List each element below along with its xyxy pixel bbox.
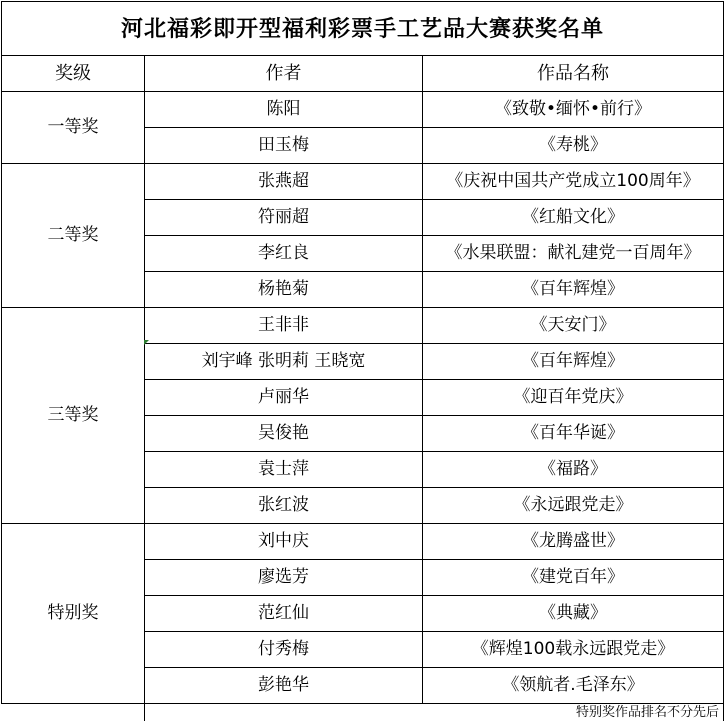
work-title-cell: 《寿桃》 — [423, 128, 724, 164]
award-level-cell: 三等奖 — [2, 308, 145, 524]
work-title-cell: 《红船文化》 — [423, 200, 724, 236]
header-author: 作者 — [145, 56, 423, 92]
author-cell: 刘宇峰 张明莉 王晓宽 — [145, 344, 423, 380]
work-title-cell: 《百年辉煌》 — [423, 344, 724, 380]
author-cell: 杨艳菊 — [145, 272, 423, 308]
work-title-cell: 《百年辉煌》 — [423, 272, 724, 308]
author-cell: 王非非 — [145, 308, 423, 344]
footnote-spacer — [2, 704, 145, 722]
header-level: 奖级 — [2, 56, 145, 92]
author-cell: 李红良 — [145, 236, 423, 272]
author-cell: 陈阳 — [145, 92, 423, 128]
cell-corner-marker — [144, 340, 149, 345]
author-cell: 刘中庆 — [145, 524, 423, 560]
award-level-cell: 二等奖 — [2, 164, 145, 308]
footnote-row — [2, 704, 724, 722]
author-cell: 田玉梅 — [145, 128, 423, 164]
work-title-cell: 《致敬•缅怀•前行》 — [423, 92, 724, 128]
author-cell: 廖选芳 — [145, 560, 423, 596]
award-level-cell: 一等奖 — [2, 92, 145, 164]
table-title: 河北福彩即开型福利彩票手工艺品大赛获奖名单 — [2, 2, 724, 56]
work-title-cell: 《永远跟党走》 — [423, 488, 724, 524]
table-row — [2, 524, 724, 560]
author-cell: 张红波 — [145, 488, 423, 524]
work-title-cell: 《水果联盟：献礼建党一百周年》 — [423, 236, 724, 272]
work-title-cell: 《典藏》 — [423, 596, 724, 632]
work-title-cell: 《庆祝中国共产党成立100周年》 — [423, 164, 724, 200]
author-cell: 付秀梅 — [145, 632, 423, 668]
header-work: 作品名称 — [423, 56, 724, 92]
work-title-cell: 《迎百年党庆》 — [423, 380, 724, 416]
work-title-cell: 《天安门》 — [423, 308, 724, 344]
work-title-cell: 《福路》 — [423, 452, 724, 488]
work-title-cell: 《百年华诞》 — [423, 416, 724, 452]
author-cell: 范红仙 — [145, 596, 423, 632]
author-cell: 吴俊艳 — [145, 416, 423, 452]
author-cell: 符丽超 — [145, 200, 423, 236]
work-title-cell: 《辉煌100载永远跟党走》 — [423, 632, 724, 668]
author-cell: 彭艳华 — [145, 668, 423, 704]
table-row — [2, 92, 724, 128]
table-row — [2, 164, 724, 200]
award-table-body — [2, 2, 724, 722]
work-title-cell: 《龙腾盛世》 — [423, 524, 724, 560]
footnote-text: 特别奖作品排名不分先后 — [145, 704, 724, 722]
work-title-cell: 《建党百年》 — [423, 560, 724, 596]
author-cell: 卢丽华 — [145, 380, 423, 416]
title-row — [2, 2, 724, 56]
author-cell: 张燕超 — [145, 164, 423, 200]
award-table — [1, 1, 724, 721]
award-level-cell: 特别奖 — [2, 524, 145, 704]
work-title-cell: 《领航者.毛泽东》 — [423, 668, 724, 704]
author-cell: 袁士萍 — [145, 452, 423, 488]
table-row — [2, 308, 724, 344]
header-row — [2, 56, 724, 92]
